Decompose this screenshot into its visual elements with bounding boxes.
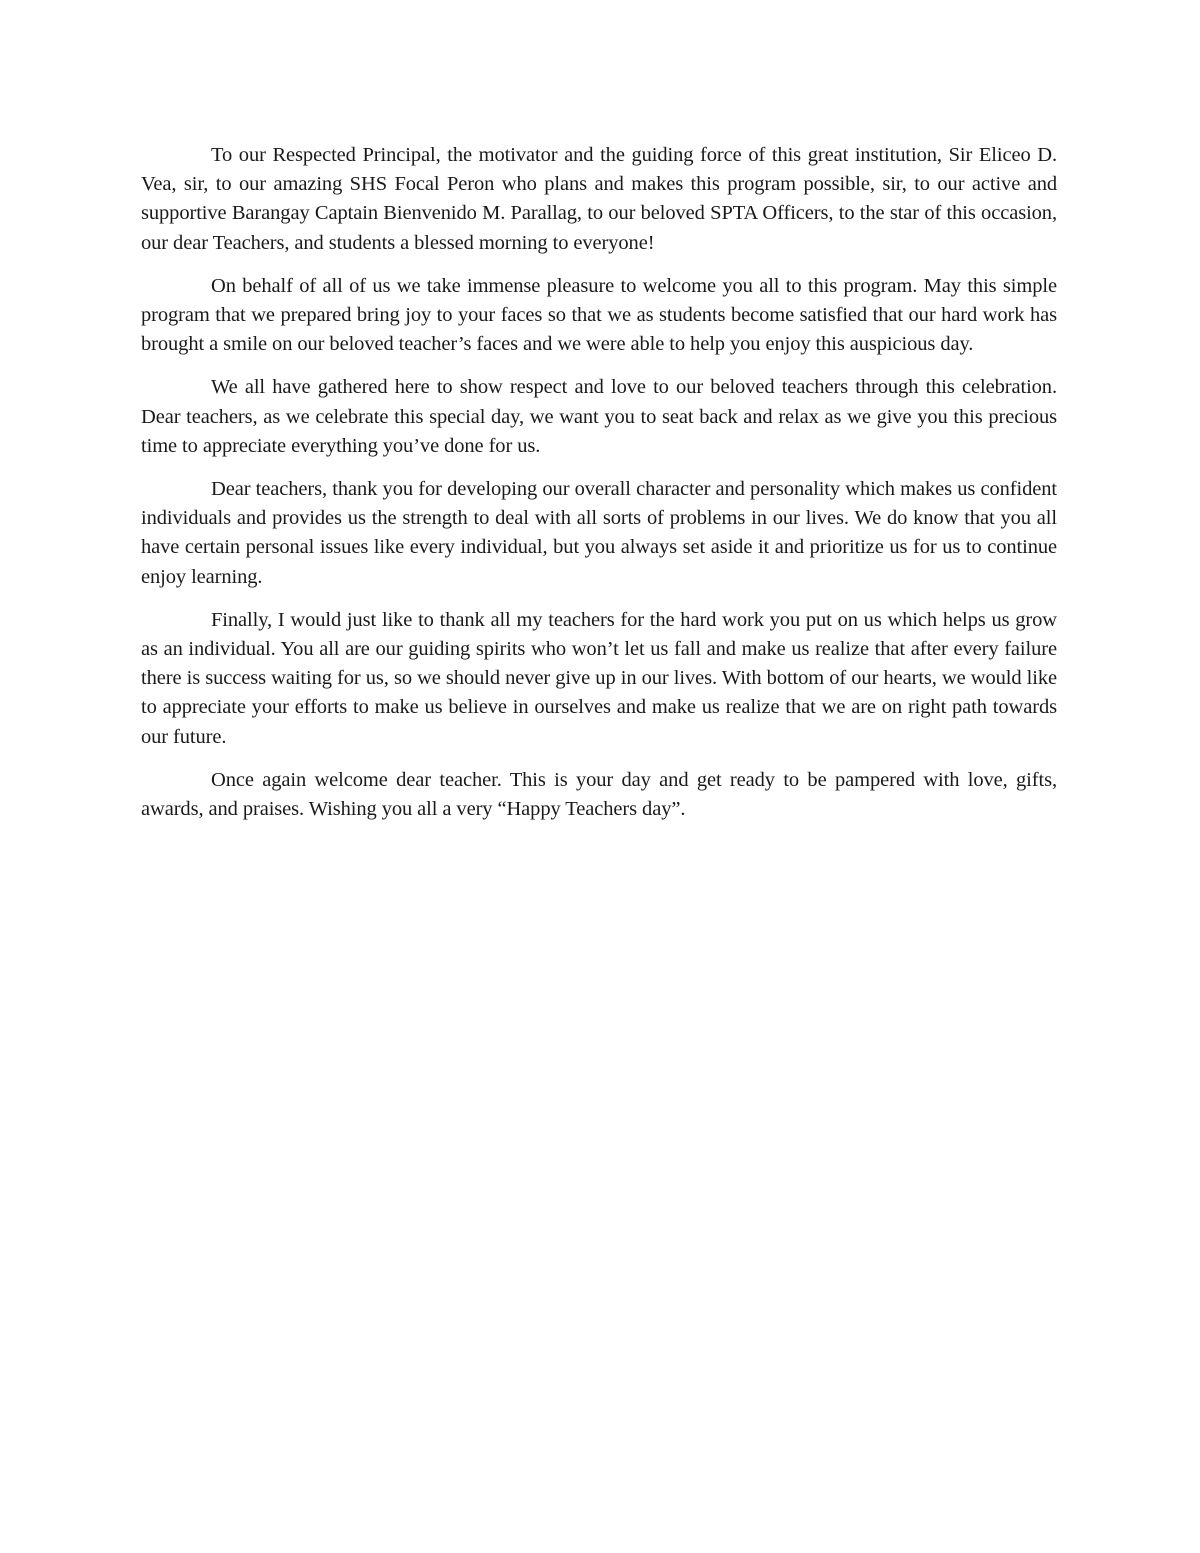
paragraph-gathering: We all have gathered here to show respect and love to our beloved teachers through this celebration. Dear teachers, as we celebrate this special day, we want you to seat back and relax as we give you this precious time to appreciate everything you’ve done for us. (141, 376, 1057, 457)
paragraph-closing: Once again welcome dear teacher. This is your day and get ready to be pampered with love, gifts, awards, and praises. Wishing you all a very “Happy Teachers day”. (141, 768, 1057, 821)
document-body (141, 141, 1057, 838)
paragraph-greeting: To our Respected Principal, the motivator and the guiding force of this great institution, Sir Eliceo D. Vea, sir, to our amazing SHS Focal Peron who plans and makes this program possible, sir, to our active and supportive Barangay Captain Bienvenido M. Parallag, to our beloved SPTA Officers, to the star of this occasion, our dear Teachers, and students a blessed morning to everyone! (141, 144, 1057, 254)
paragraph-appreciation: Finally, I would just like to thank all my teachers for the hard work you put on us which helps us grow as an individual. You all are our guiding spirits who won’t let us fall and make us realize that after every failure there is success waiting for us, so we should never give up in our lives. With bottom of our hearts, we would like to appreciate your efforts to make us believe in ourselves and make us realize that we are on right path towards our future. (141, 608, 1057, 748)
paragraph-welcome: On behalf of all of us we take immense pleasure to welcome you all to this program. May this simple program that we prepared bring joy to your faces so that we as students become satisfied that our hard work has brought a smile on our beloved teacher’s faces and we were able to help you enjoy this auspicious day. (141, 274, 1057, 356)
paragraph-thanks: Dear teachers, thank you for developing our overall character and personality which makes us confident individuals and provides us the strength to deal with all sorts of problems in our lives. We do know that you all have certain personal issues like every individual, but you always set aside it and prioritize us for us to continue enjoy learning. (141, 478, 1057, 588)
